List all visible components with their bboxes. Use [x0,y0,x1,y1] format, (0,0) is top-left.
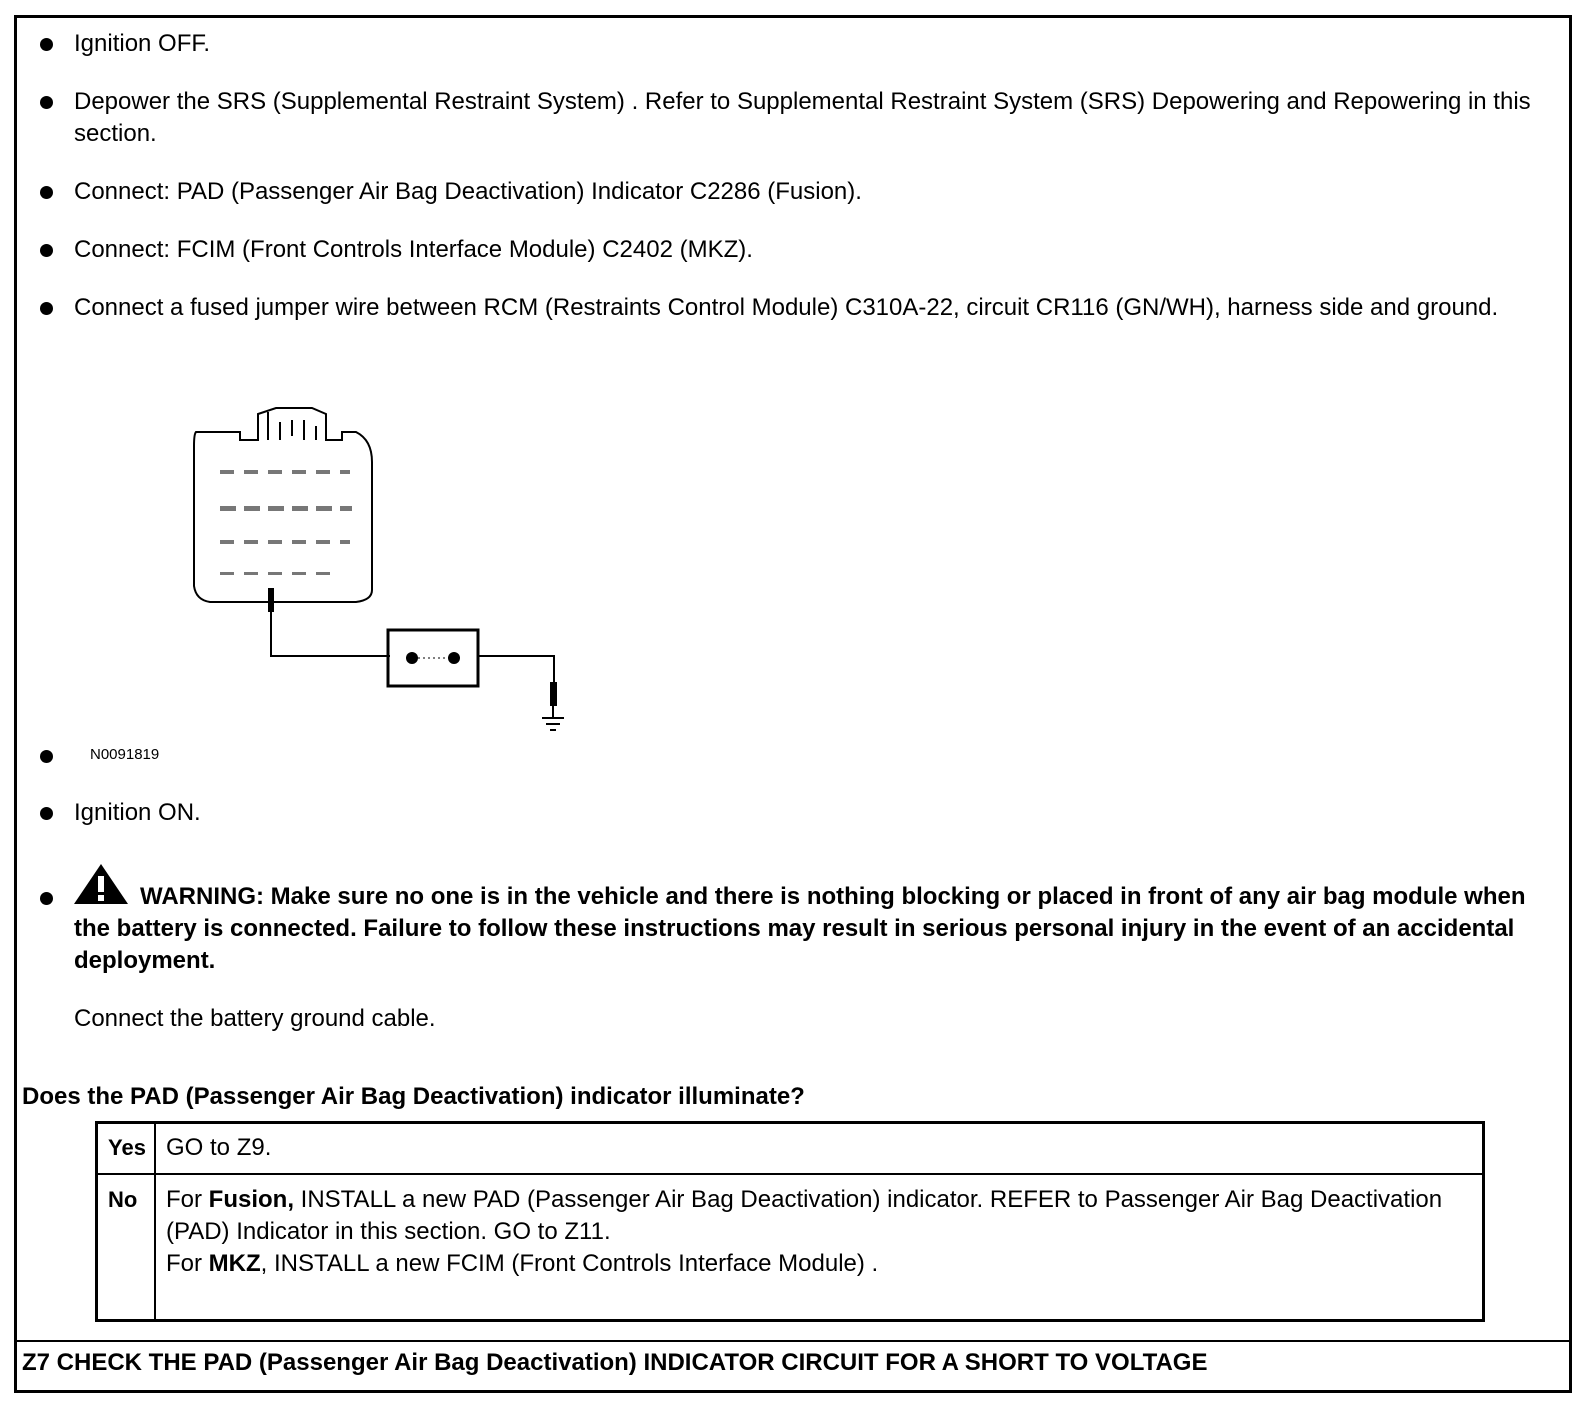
answer-text-yes: GO to Z9. [166,1134,272,1161]
connector-latch [268,412,316,440]
step-connect-battery: Connect the battery ground cable. [74,1005,436,1032]
step-depower-srs: Depower the SRS (Supplemental Restraint System) . Refer to Supplemental Restraint System (SRS) Depowering and Repowering in this section. [74,88,1531,147]
step-connect-pad: Connect: PAD (Passenger Air Bag Deactivation) Indicator C2286 (Fusion). [74,178,862,205]
text-span: For [166,1250,209,1277]
ground-wire [478,656,554,682]
text-span: INSTALL a new PAD (Passenger Air Bag Deactivation) indicator. REFER to Passenger Air Bag Deactivation (PAD) Indicator in this section. GO to Z11. [166,1186,1443,1245]
bold-mkz: MKZ [208,1250,261,1277]
text-span: For [166,1186,209,1213]
jumper-wire [271,612,390,656]
answer-table [95,1121,1485,1322]
answer-no-line-mkz [166,1248,1476,1280]
bullet [40,807,53,820]
ground-probe [550,682,557,706]
bullet [40,96,53,109]
bullet [40,244,53,257]
bullet [40,750,53,763]
step-connect-fcim: Connect: FCIM (Front Controls Interface Module) C2402 (MKZ). [74,236,753,263]
step-ignition-on: Ignition ON. [74,799,201,826]
row-divider [98,1173,1482,1175]
bold-fusion: Fusion, [208,1186,294,1213]
column-divider [154,1124,156,1319]
connector-jumper-ground-diagram [180,400,600,745]
fuse-terminal [448,652,460,664]
text-span: , INSTALL a new FCIM (Front Controls Interface Module) . [260,1250,879,1277]
answer-key-no: No [108,1187,138,1212]
answer-key-yes: Yes [108,1135,146,1160]
answer-no-line-fusion [166,1184,1476,1248]
step-ignition-off: Ignition OFF. [74,30,211,57]
connector-diagram-svg [180,400,600,740]
question: Does the PAD (Passenger Air Bag Deactivation) indicator illuminate? [22,1083,805,1110]
answer-text-no [166,1184,1476,1280]
figure-id: N0091819 [90,746,160,763]
bullet [40,892,53,905]
connector-cavities [220,470,352,575]
bullet [40,38,53,51]
probe-pin [268,588,274,612]
next-step-heading: Z7 CHECK THE PAD (Passenger Air Bag Deactivation) INDICATOR CIRCUIT FOR A SHORT TO VOLTAGE [22,1349,1208,1376]
footer-divider [14,1340,1572,1342]
bullet [40,186,53,199]
step-jumper-wire: Connect a fused jumper wire between RCM (Restraints Control Module) C310A-22, circuit CR116 (GN/WH), harness side and ground. [74,294,1499,321]
ground-icon [542,706,564,730]
warning-text: WARNING: Make sure no one is in the vehicle and there is nothing blocking or placed in front of any air bag module when the battery is connected. Failure to follow these instructions may result in serious personal injury in the event of an accidental deployment. [74,883,1526,974]
fuse-terminal [406,652,418,664]
bullet [40,302,53,315]
